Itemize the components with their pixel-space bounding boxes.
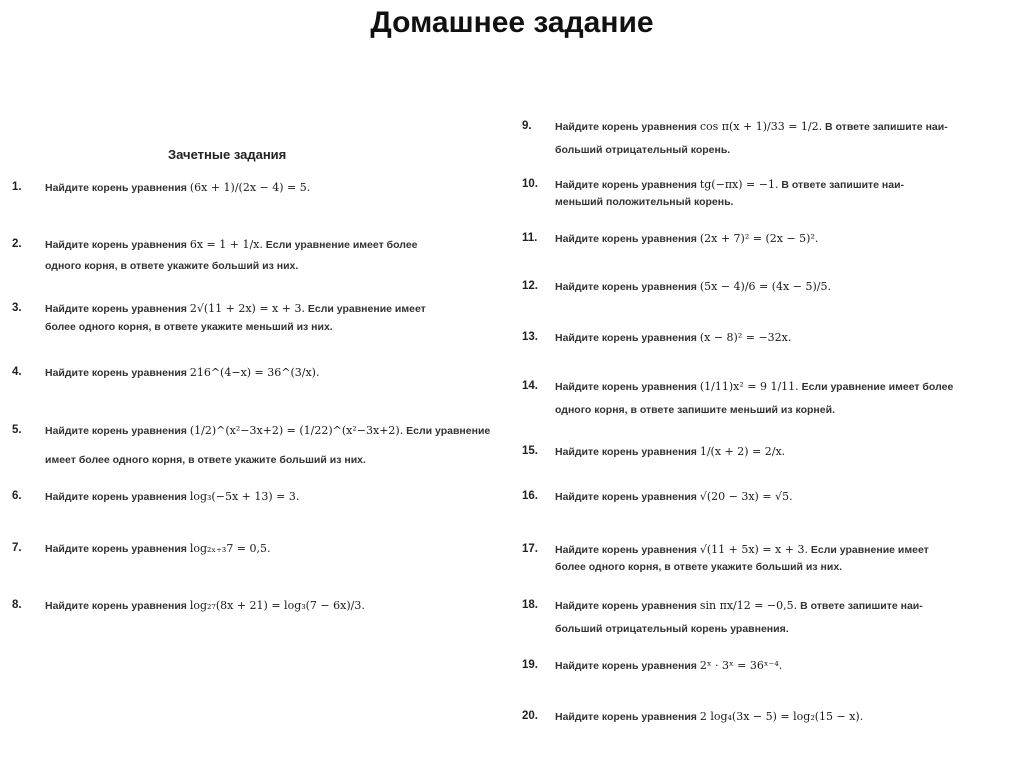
page-title: Домашнее задание — [370, 6, 654, 39]
section-title: Зачетные задания — [168, 147, 287, 162]
